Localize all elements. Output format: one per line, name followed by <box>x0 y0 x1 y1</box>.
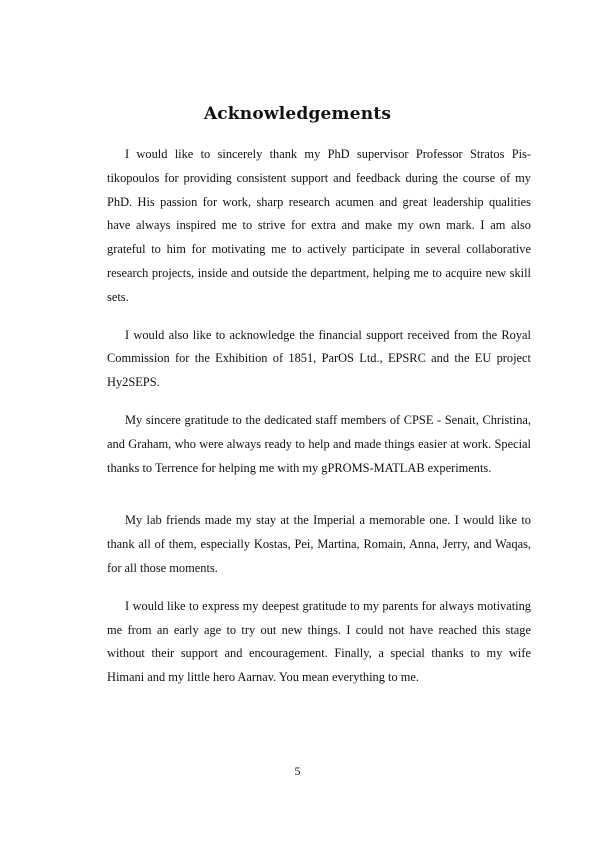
page-title: Acknowledgements <box>203 104 392 124</box>
page-number: 5 <box>294 764 301 778</box>
paragraph-funding: I would also like to acknowledge the financial support received from the Royal Commission for the Exhibition of 1851, ParOS Ltd., EPSRC and the EU project Hy2SEPS. <box>107 327 531 390</box>
acknowledgements-body <box>107 143 531 704</box>
paragraph-staff: My sincere gratitude to the dedicated staff members of CPSE - Senait, Christina, and Graham, who were always ready to help and made things easier at work. Special thanks to Terrence for helping me with my gPROMS-MATLAB experiments. <box>107 412 531 475</box>
paragraph-family: I would like to express my deepest gratitude to my parents for always motivating me from an early age to try out new things. I could not have reached this stage without their support and encouragement. Finally, a special thanks to my wife Himani and my little hero Aarnav. You mean everything to me. <box>107 598 531 685</box>
paragraph-supervisor: I would like to sincerely thank my PhD supervisor Professor Stratos Pistikopoulos for providing consistent support and feedback during the course of my PhD. His passion for work, sharp research acumen and great leadership qualities have always inspired me to strive for extra and make my own mark. I am also grateful to him for motivating me to actively participate in several collaborative research projects, inside and outside the department, helping me to acquire new skill sets. <box>107 147 531 304</box>
paragraph-lab-friends: My lab friends made my stay at the Imperial a memorable one. I would like to thank all of them, especially Kostas, Pei, Martina, Romain, Anna, Jerry, and Waqas, for all those moments. <box>107 513 531 575</box>
